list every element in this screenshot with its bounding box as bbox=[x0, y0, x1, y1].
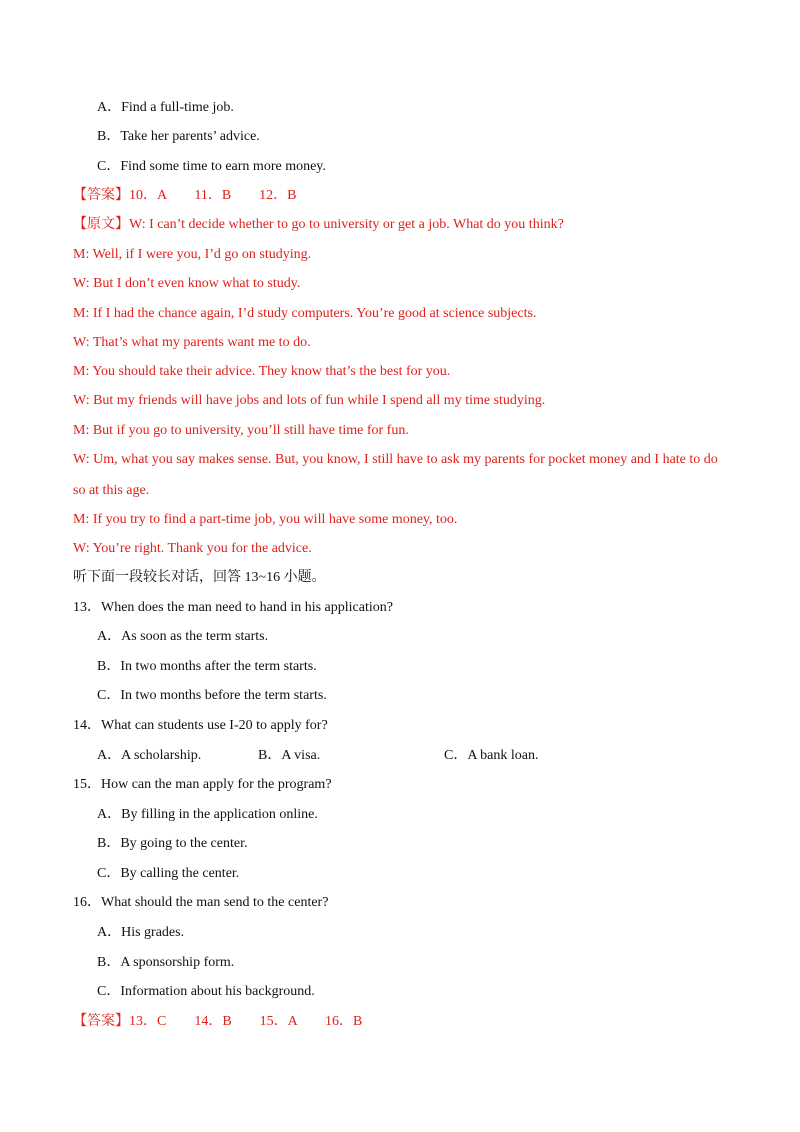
dialogue-line: W: That’s what my parents want me to do. bbox=[73, 335, 311, 350]
question-13: 13．When does the man need to hand in his application? bbox=[73, 600, 393, 615]
dialogue-line: M: If you try to find a part-time job, you will have some money, too. bbox=[73, 512, 458, 527]
section-instruction: 听下面一段较长对话，回答 13~16 小题。 bbox=[73, 570, 326, 585]
question-14: 14．What can students use I-20 to apply for? bbox=[73, 718, 328, 733]
question-15-option-b: B．By going to the center. bbox=[97, 836, 248, 851]
question-14-options-row bbox=[97, 747, 697, 765]
question-16-option-a: A．His grades. bbox=[97, 925, 185, 940]
option-a: A．Find a full-time job. bbox=[97, 100, 234, 115]
answer-key-10-12: 【答案】10．A 11．B 12．B bbox=[73, 188, 297, 203]
question-15: 15．How can the man apply for the program? bbox=[73, 777, 332, 792]
question-15-option-c: C．By calling the center. bbox=[97, 866, 240, 881]
dialogue-line: M: You should take their advice. They know that’s the best for you. bbox=[73, 364, 451, 379]
dialogue-line: W: Um, what you say makes sense. But, you know, I still have to ask my parents for pocket money and I hate to do bbox=[73, 452, 718, 467]
question-15-option-a: A．By filling in the application online. bbox=[97, 807, 318, 822]
option-b: B．Take her parents’ advice. bbox=[97, 129, 260, 144]
question-16-option-c: C．Information about his background. bbox=[97, 984, 315, 999]
question-14-option-b: B．A visa. bbox=[258, 748, 321, 763]
question-13-option-a: A．As soon as the term starts. bbox=[97, 629, 269, 644]
dialogue-line: M: But if you go to university, you’ll still have time for fun. bbox=[73, 423, 409, 438]
question-13-option-c: C．In two months before the term starts. bbox=[97, 688, 327, 703]
script-label: 【原文】 bbox=[73, 217, 129, 232]
dialogue-line: M: If I had the chance again, I’d study computers. You’re good at science subjects. bbox=[73, 306, 537, 321]
option-c: C．Find some time to earn more money. bbox=[97, 159, 326, 174]
answer-key-13-16: 【答案】13．C 14．B 15．A 16．B bbox=[73, 1014, 363, 1029]
dialogue-line: W: But my friends will have jobs and lots of fun while I spend all my time studying. bbox=[73, 393, 546, 408]
question-16: 16．What should the man send to the center? bbox=[73, 895, 329, 910]
dialogue-line: W: You’re right. Thank you for the advice. bbox=[73, 541, 312, 556]
dialogue-line: M: Well, if I were you, I’d go on studying. bbox=[73, 247, 312, 262]
question-14-option-a: A．A scholarship. bbox=[97, 748, 202, 763]
question-14-option-c: C．A bank loan. bbox=[444, 748, 539, 763]
dialogue-line: W: But I don’t even know what to study. bbox=[73, 276, 301, 291]
dialogue-line: so at this age. bbox=[73, 483, 150, 498]
question-13-option-b: B．In two months after the term starts. bbox=[97, 659, 317, 674]
dialogue-line-1: 【原文】W: I can’t decide whether to go to university or get a job. What do you think? bbox=[73, 217, 564, 232]
question-16-option-b: B．A sponsorship form. bbox=[97, 955, 235, 970]
